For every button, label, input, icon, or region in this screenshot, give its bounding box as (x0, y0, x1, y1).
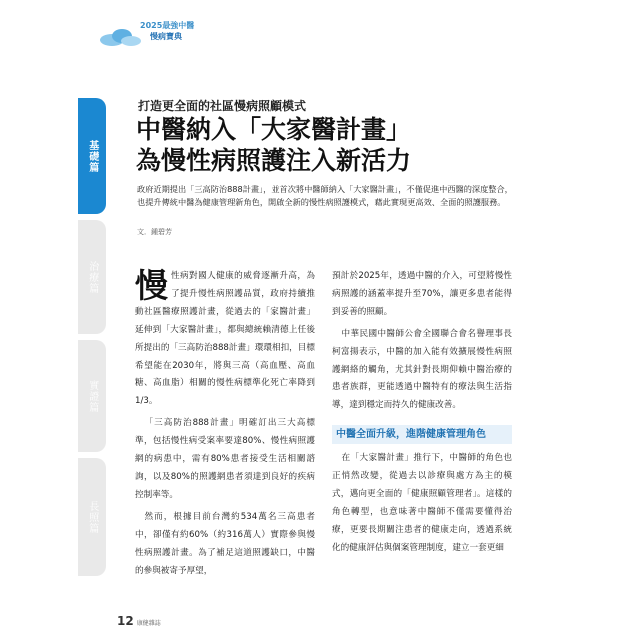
page-footer (117, 610, 161, 629)
tab-label: 實證篇 (86, 379, 98, 413)
cloud-icon (98, 26, 142, 48)
headline-line1: 中醫納入「大家醫計畫」 (136, 115, 412, 144)
body-column-left (135, 268, 315, 580)
tab-label: 長照篇 (86, 500, 98, 534)
article-headline (136, 114, 411, 176)
article-kicker: 打造更全面的社區慢病照顧模式 (138, 99, 307, 113)
tab-label: 治療篇 (86, 260, 98, 294)
page-number: 12 (117, 614, 134, 628)
section-heading: 中醫全面升級，進階健康管理角色 (332, 425, 512, 444)
headline-line2: 為慢性病照護注入新活力 (136, 146, 412, 175)
article-byline: 文．鍾碧芳 (137, 228, 172, 236)
paragraph (135, 268, 315, 411)
header-title-line2: 慢病寶典 (150, 32, 182, 41)
body-column-right (332, 268, 512, 558)
magazine-name: 康健雜誌 (136, 620, 161, 627)
article-lead: 政府近期提出「三高防治888計畫」，並首次將中醫師納入「大家醫計畫」，不僅促進中西醫的深度整合，也提升傳統中醫為健康管理新角色，開啟全新的慢性病照護模式，藉此實現更高效、全面的照護服務。 (137, 184, 513, 207)
paragraph-text: 性病對國人健康的威脅逐漸升高，為了提升慢性病照護品質，政府持續推動社區醫療照護計畫，從過去的「家醫計畫」延伸到「大家醫計畫」，都與總統賴清德上任後所提出的「三高防治888計畫」環環相扣，目標希望能在2030年，將與三高（高血壓、高血糖、高血脂）相關的慢性病標準化死亡率降到1/3。 (135, 271, 315, 407)
header-title-line1: 2025最強中醫 (140, 21, 195, 30)
tab-basics[interactable] (78, 98, 106, 214)
drop-cap: 慢 (135, 266, 168, 305)
tab-evidence[interactable] (78, 340, 106, 452)
header-logo (98, 18, 198, 50)
paragraph: 「三高防治888計畫」明確訂出三大高標準，包括慢性病受案率要達80%、慢性病照護網的病患中，需有80%患者接受生活相關諮詢，以及80%的照護網患者須達到良好的疾病控制率等。 (135, 418, 315, 500)
paragraph: 然而，根據目前台灣約534萬名三高患者中，卻僅有約60%（約316萬人）實際參與慢性病照護計畫。為了補足這道照護缺口，中醫的參與被寄予厚望， (135, 511, 315, 576)
tab-label: 基礎篇 (86, 139, 98, 173)
paragraph: 在「大家醫計畫」推行下，中醫師的角色也正悄然改變，從過去以診療與處方為主的模式，邁向更全面的「健康照顧管理者」。這樣的角色轉型，也意味著中醫師不僅需要懂得治療，更要長期關注患者的健康走向，透過系統化的健康評估與個案管理制度，建立一套更細 (332, 453, 512, 553)
paragraph: 中華民國中醫師公會全國聯合會名譽理事長柯富揚表示，中醫的加入能有效擴展慢性病照護網絡的觸角，尤其針對長期仰賴中醫治療的患者族群，更能透過中醫特有的療法與生活指導，達到穩定而持久的健康改善。 (332, 328, 512, 411)
paragraph: 預計於2025年，透過中醫的介入，可望將慢性病照護的涵蓋率提升至70%，讓更多患者能得到妥善的照顧。 (332, 271, 512, 317)
tab-longterm-care[interactable] (78, 458, 106, 576)
tab-treatment[interactable] (78, 220, 106, 334)
